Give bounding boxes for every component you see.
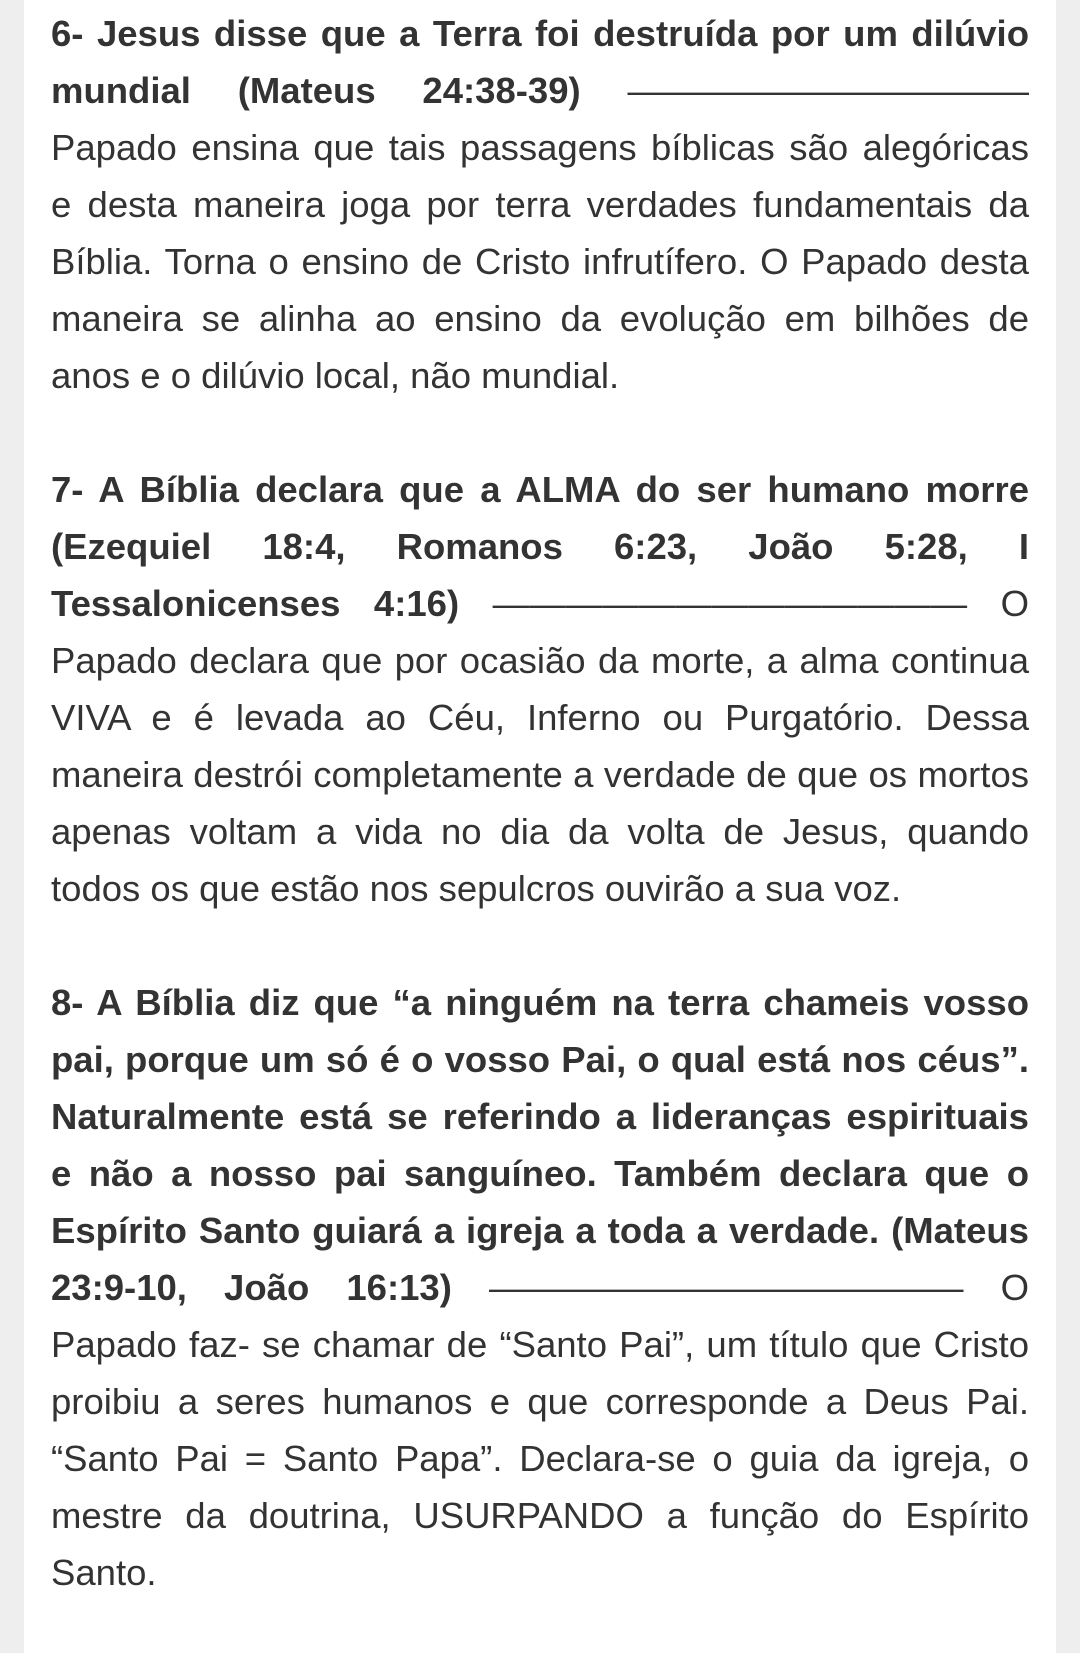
item-7-separator: ————————————— — [459, 583, 1001, 624]
item-7-heading: 7- A Bíblia declara que a ALMA do ser humano morre (Ezequiel 18:4, Romanos 6:23, João 5:28, I Tessalonicenses 4:16) — [51, 469, 1029, 624]
article-item-6 — [51, 5, 1029, 404]
article-content — [51, 5, 1029, 1601]
item-7-body: O Papado declara que por ocasião da morte, a alma continua VIVA e é levada ao Céu, Inferno ou Purgatório. Dessa maneira destrói completamente a verdade de que os mortos apenas voltam a vida no dia da volta de Jesus, quando todos os que estão nos sepulcros ouvirão a sua voz. — [51, 583, 1029, 909]
item-8-heading: 8- A Bíblia diz que “a ninguém na terra chameis vosso pai, porque um só é o vosso Pai, o qual está nos céus”. Naturalmente está se referindo a lideranças espirituais e não a nosso pai sanguíneo. Também declara que o Espírito Santo guiará a igreja a toda a verdade. (Mateus 23:9-10, João 16:13) — [51, 982, 1029, 1308]
item-6-separator: ——————————— — [580, 70, 1029, 111]
item-6-heading: 6- Jesus disse que a Terra foi destruída por um dilúvio mundial (Mateus 24:38-39) — [51, 13, 1029, 111]
item-8-separator: ————————————— — [451, 1267, 1001, 1308]
article-page — [24, 0, 1056, 1653]
article-item-8 — [51, 974, 1029, 1601]
item-6-body: Papado ensina que tais passagens bíblicas são alegóricas e desta maneira joga por terra verdades fundamentais da Bíblia. Torna o ensino de Cristo infrutífero. O Papado desta maneira se alinha ao ensino da evolução em bilhões de anos e o dilúvio local, não mundial. — [51, 127, 1029, 396]
article-item-7 — [51, 461, 1029, 917]
item-8-body: O Papado faz- se chamar de “Santo Pai”, um título que Cristo proibiu a seres humanos e que corresponde a Deus Pai. “Santo Pai = Santo Papa”. Declara-se o guia da igreja, o mestre da doutrina, USURPANDO a função do Espírito Santo. — [51, 1267, 1029, 1593]
